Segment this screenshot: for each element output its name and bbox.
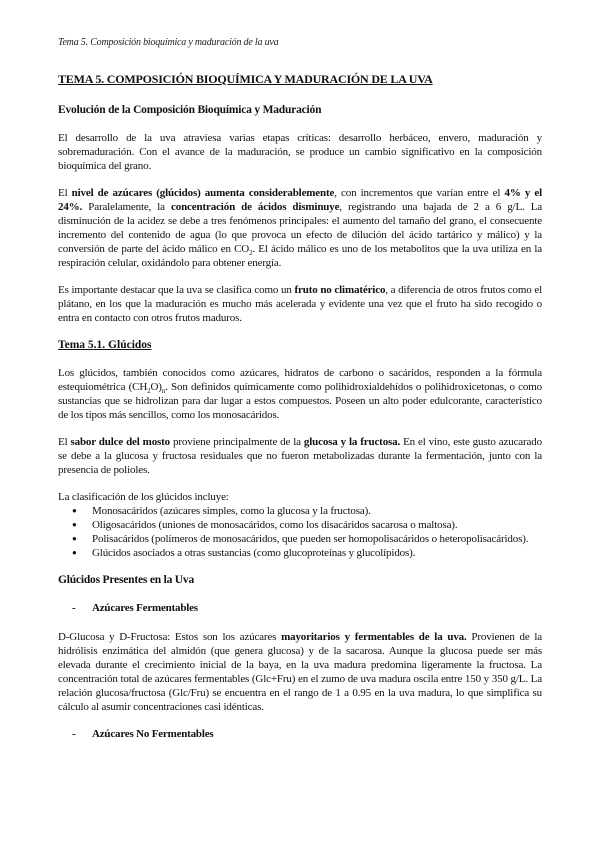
running-header: Tema 5. Composición bioquímica y maduración de la uva — [58, 37, 279, 48]
paragraph-azucares-acidez: El nivel de azúcares (glúcidos) aumenta considerablemente, con incrementos que varían entre el 4% y el 24%. Paralelamente, la concentración de ácidos disminuye, registrando una bajada de 2 a 6 g/L. La disminución de la acidez se debe a tres fenómenos principales: el aumento del tamaño del grano, el consecuente incremento del contenido de agua (lo que provoca un efecto de dilución del ácido tartárico y málico) y la conversión de parte del ácido málico en $CO_2$. El ácido málico es uno de los metabolitos que la uva utiliza en la respiración celular, oxidándolo para obtener energía. — [58, 187, 543, 269]
paragraph-definicion-glucidos: Los glúcidos, también conocidos como azúcares, hidratos de carbono o sacáridos, responden a la fórmula estequiométrica $(CH_2O)_n$. Son definidos químicamente como polihidroxialdehídos o polihidroxicetonas, o como sustancias que se hidrolizan para dar lugar a estos compuestos. Poseen un alto poder edulcorante, característico de los tipos más sencillos, como los monosacáridos. — [58, 367, 542, 421]
classification-intro: La clasificación de los glúcidos incluye: — [58, 491, 229, 503]
list-item: ● Oligosacáridos (uniones de monosacáridos, como los disacáridos sacarosa o maltosa). — [92, 518, 542, 532]
list-item: ● Monosacáridos (azúcares simples, como la glucosa y la fructosa). — [92, 504, 542, 518]
paragraph-glucosa-fructosa: D-Glucosa y D-Fructosa: Estos son los azúcares mayoritarios y fermentables de la uva. Provienen de la hidrólisis enzimática del almidón (que genera glucosa) y de la sacarosa. Aunque la glucosa puede ser más elevada durante el crecimiento inicial de la baya, en la uva madura predomina ligeramente la fructosa. La concentración total de azúcares fermentables (Glc+Fru) en el zumo de uva madura oscila entre 150 y 350 g/L. La relación glucosa/fructosa (Glc/Fru) se encuentra en el rango de 1 a 0.95 en la uva madura, lo que simplifica su cálculo al asumir concentraciones casi idénticas. — [58, 631, 542, 713]
document-title: TEMA 5. COMPOSICIÓN BIOQUÍMICA Y MADURACIÓN DE LA UVA — [58, 72, 433, 86]
section-heading-evolucion: Evolución de la Composición Bioquímica y Maduración — [58, 104, 322, 116]
paragraph-sabor-dulce: El sabor dulce del mosto proviene principalmente de la glucosa y la fructosa. En el vino, este gusto azucarado se debe a la glucosa y fructosa residuales que no fueron metabolizadas durante la fermentación, junto con la presencia de polioles. — [58, 436, 542, 476]
list-item: ● Glúcidos asociados a otras sustancias (como glucoproteínas y glucolípidos). — [92, 546, 542, 560]
subheading-azucares-fermentables: - Azúcares Fermentables — [58, 601, 542, 615]
list-item: ● Polisacáridos (polímeros de monosacáridos, que pueden ser homopolisacáridos o heteropolisacáridos). — [92, 532, 542, 546]
paragraph-desarrollo: El desarrollo de la uva atraviesa varias etapas críticas: desarrollo herbáceo, envero, maduración y sobremaduración. Con el avance de la maduración, se produce un cambio significativo en la composición bioquímica del grano. — [58, 132, 542, 172]
section-heading-glucidos: Tema 5.1. Glúcidos — [58, 339, 152, 351]
document-body — [58, 72, 542, 756]
paragraph-no-climaterico: Es importante destacar que la uva se clasifica como un fruto no climatérico, a diferencia de otros frutos como el plátano, en los que la maduración es mucho más acelerada y evidente una vez que el fruto ha sido recogido o entra en contacto con otros frutos maduros. — [58, 284, 542, 324]
section-heading-glucidos-uva: Glúcidos Presentes en la Uva — [58, 574, 195, 586]
subheading-azucares-no-fermentables: - Azúcares No Fermentables — [58, 727, 542, 741]
classification-list — [58, 504, 542, 560]
